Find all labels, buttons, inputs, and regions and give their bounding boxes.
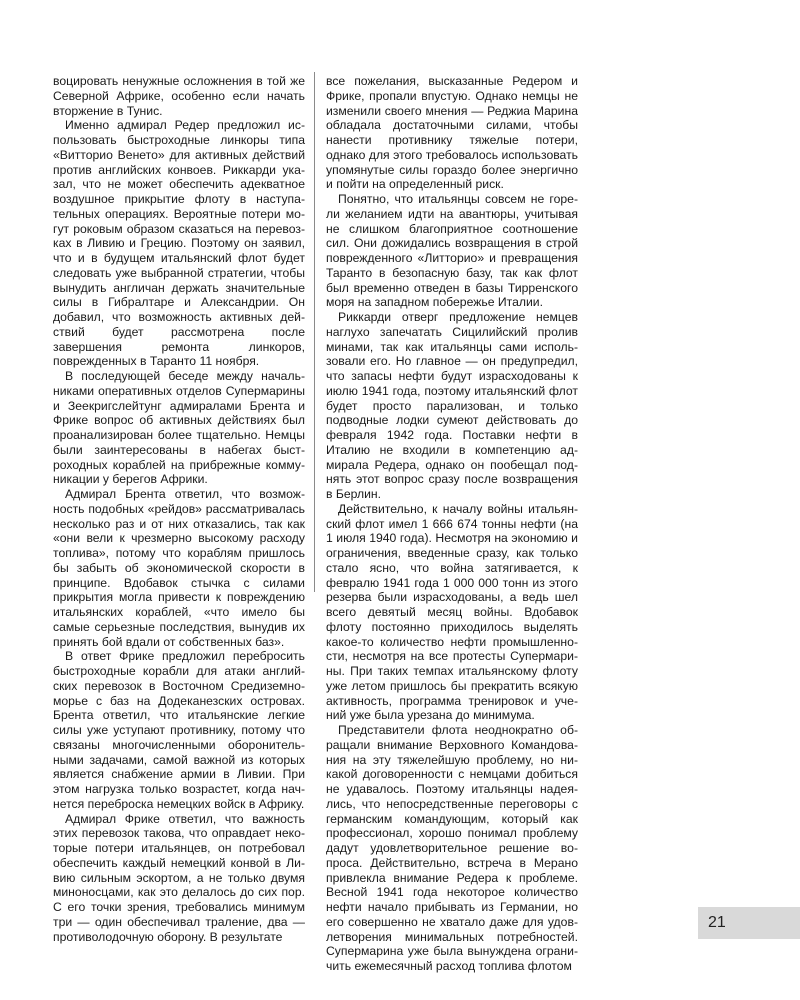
left-text-column xyxy=(53,74,305,944)
paragraph: воцировать ненужные осложнения в той же Северной Африке, особенно если начать вторжение в Тунис. xyxy=(53,74,305,118)
paragraph: Риккарди отверг предложение немцев наглухо запечатать Сицилийский пролив минами, так как итальянцы сами использовали его. Но главное — он предупредил, что запасы нефти будут израсходованы к июлю 1941 года, поэтому итальянский флот будет просто парализован, и только подводные лодки сумеют действовать до февраля 1942 года. Поставки нефти в Италию не входили в компетенцию адмирала Редера, однако он пообещал поднять этот вопрос сразу после возвращения в Берлин. xyxy=(326,310,578,501)
paragraph: Именно адмирал Редер предложил использовать быстроходные линкоры типа «Витторио Венето» для активных действий против английских конвоев. Риккарди указал, что не может обеспечить адекватное воздушное прикрытие флоту в наступательных операциях. Вероятные потери могут роковым образом сказаться на перевозках в Ливию и Грецию. Поэтому он заявил, что и в будущем итальянский флот будет следовать уже выбранной стратегии, чтобы вынудить англичан держать значительные силы в Гибралтаре и Александрии. Он добавил, что возможность активных действий будет рассмотрена после завершения ремонта линкоров, поврежденных в Таранто 11 ноября. xyxy=(53,118,305,369)
paragraph: Адмирал Фрике ответил, что важность этих перевозок такова, что оправдает некоторые потери итальянцев, он потребовал обеспечить каждый немецкий конвой в Ливию сильным эскортом, а не только двумя миноносцами, как это делалось до сих пор. С его точки зрения, требовались минимум три — один обеспечивал траление, два — противолодочную оборону. В результате xyxy=(53,811,305,944)
paragraph: Действительно, к началу войны итальянский флот имел 1 666 674 тонны нефти (на 1 июля 1940 года). Несмотря на экономию и ограничения, введенные сразу, как только стало ясно, что война затягивается, к февралю 1941 года 1 000 000 тонн из этого резерва были израсходованы, а ведь шел всего девятый месяц войны. Вдобавок флоту постоянно приходилось выделять какое-то количество нефти промышленности, несмотря на все протесты Супермарины. При таких темпах итальянскому флоту уже летом пришлось бы прекратить всякую активность, программа тренировок и учений уже была урезана до минимума. xyxy=(326,501,578,723)
paragraph: Понятно, что итальянцы совсем не горели желанием идти на авантюры, учитывая не слишком благоприятное соотношение сил. Они дожидались возвращения в строй поврежденного «Литторио» и превращения Таранто в безопасную базу, так как флот был временно отведен в базы Тирренского моря на западном побережье Италии. xyxy=(326,192,578,310)
paragraph: все пожелания, высказанные Редером и Фрике, пропали впустую. Однако немцы не изменили своего мнения — Реджиа Марина обладала достаточными силами, чтобы нанести противнику тяжелые потери, однако для этого требовалось использовать упомянутые силы гораздо более энергично и пойти на определенный риск. xyxy=(326,74,578,192)
paragraph: В последующей беседе между начальниками оперативных отделов Супермарины и Зеекригслейтунг адмиралами Брента и Фрике вопрос об активных действиях был проанализирован более тщательно. Немцы были заинтересованы в набегах быстроходных кораблей на прибрежные коммуникации у берегов Африки. xyxy=(53,369,305,487)
right-text-column xyxy=(326,74,578,974)
column-divider xyxy=(314,72,315,592)
paragraph: В ответ Фрике предложил перебросить быстроходные корабли для атаки английских перевозок в Восточном Средиземноморье с баз на Додеканезских островах. Брента ответил, что итальянские легкие силы уже уступают противнику, потому что связаны многочисленными оборонительными задачами, самой важной из которых является снабжение армии в Ливии. При этом нагрузка только возрастет, когда начнется переброска немецких войск в Африку. xyxy=(53,649,305,811)
paragraph: Адмирал Брента ответил, что возможность подобных «рейдов» рассматривалась несколько раз и от них отказались, так как «они вели к чрезмерно высокому расходу топлива», потому что кораблям пришлось бы забыть об экономической скорости в принципе. Вдобавок стычка с силами прикрытия могла привести к повреждению итальянских кораблей, «что имело бы самые серьезные последствия, вынудив их принять бой вдали от собственных баз». xyxy=(53,487,305,649)
page-number: 21 xyxy=(708,914,726,931)
paragraph: Представители флота неоднократно обращали внимание Верховного Командования на эту тяжелейшую проблему, но никакой договоренности с немцами добиться не удавалось. Поэтому итальянцы надеялись, что непосредственные переговоры с германским командующим, который как профессионал, хорошо понимал проблему дадут удовлетворительное решение вопроса. Действительно, встреча в Мерано привлекла внимание Редера к проблеме. Весной 1941 года некоторое количество нефти начало прибывать из Германии, но его совершенно не хватало даже для удовлетворения минимальных потребностей. Супермарина уже была вынуждена ограничить ежемесячный расход топлива флотом xyxy=(326,723,578,973)
